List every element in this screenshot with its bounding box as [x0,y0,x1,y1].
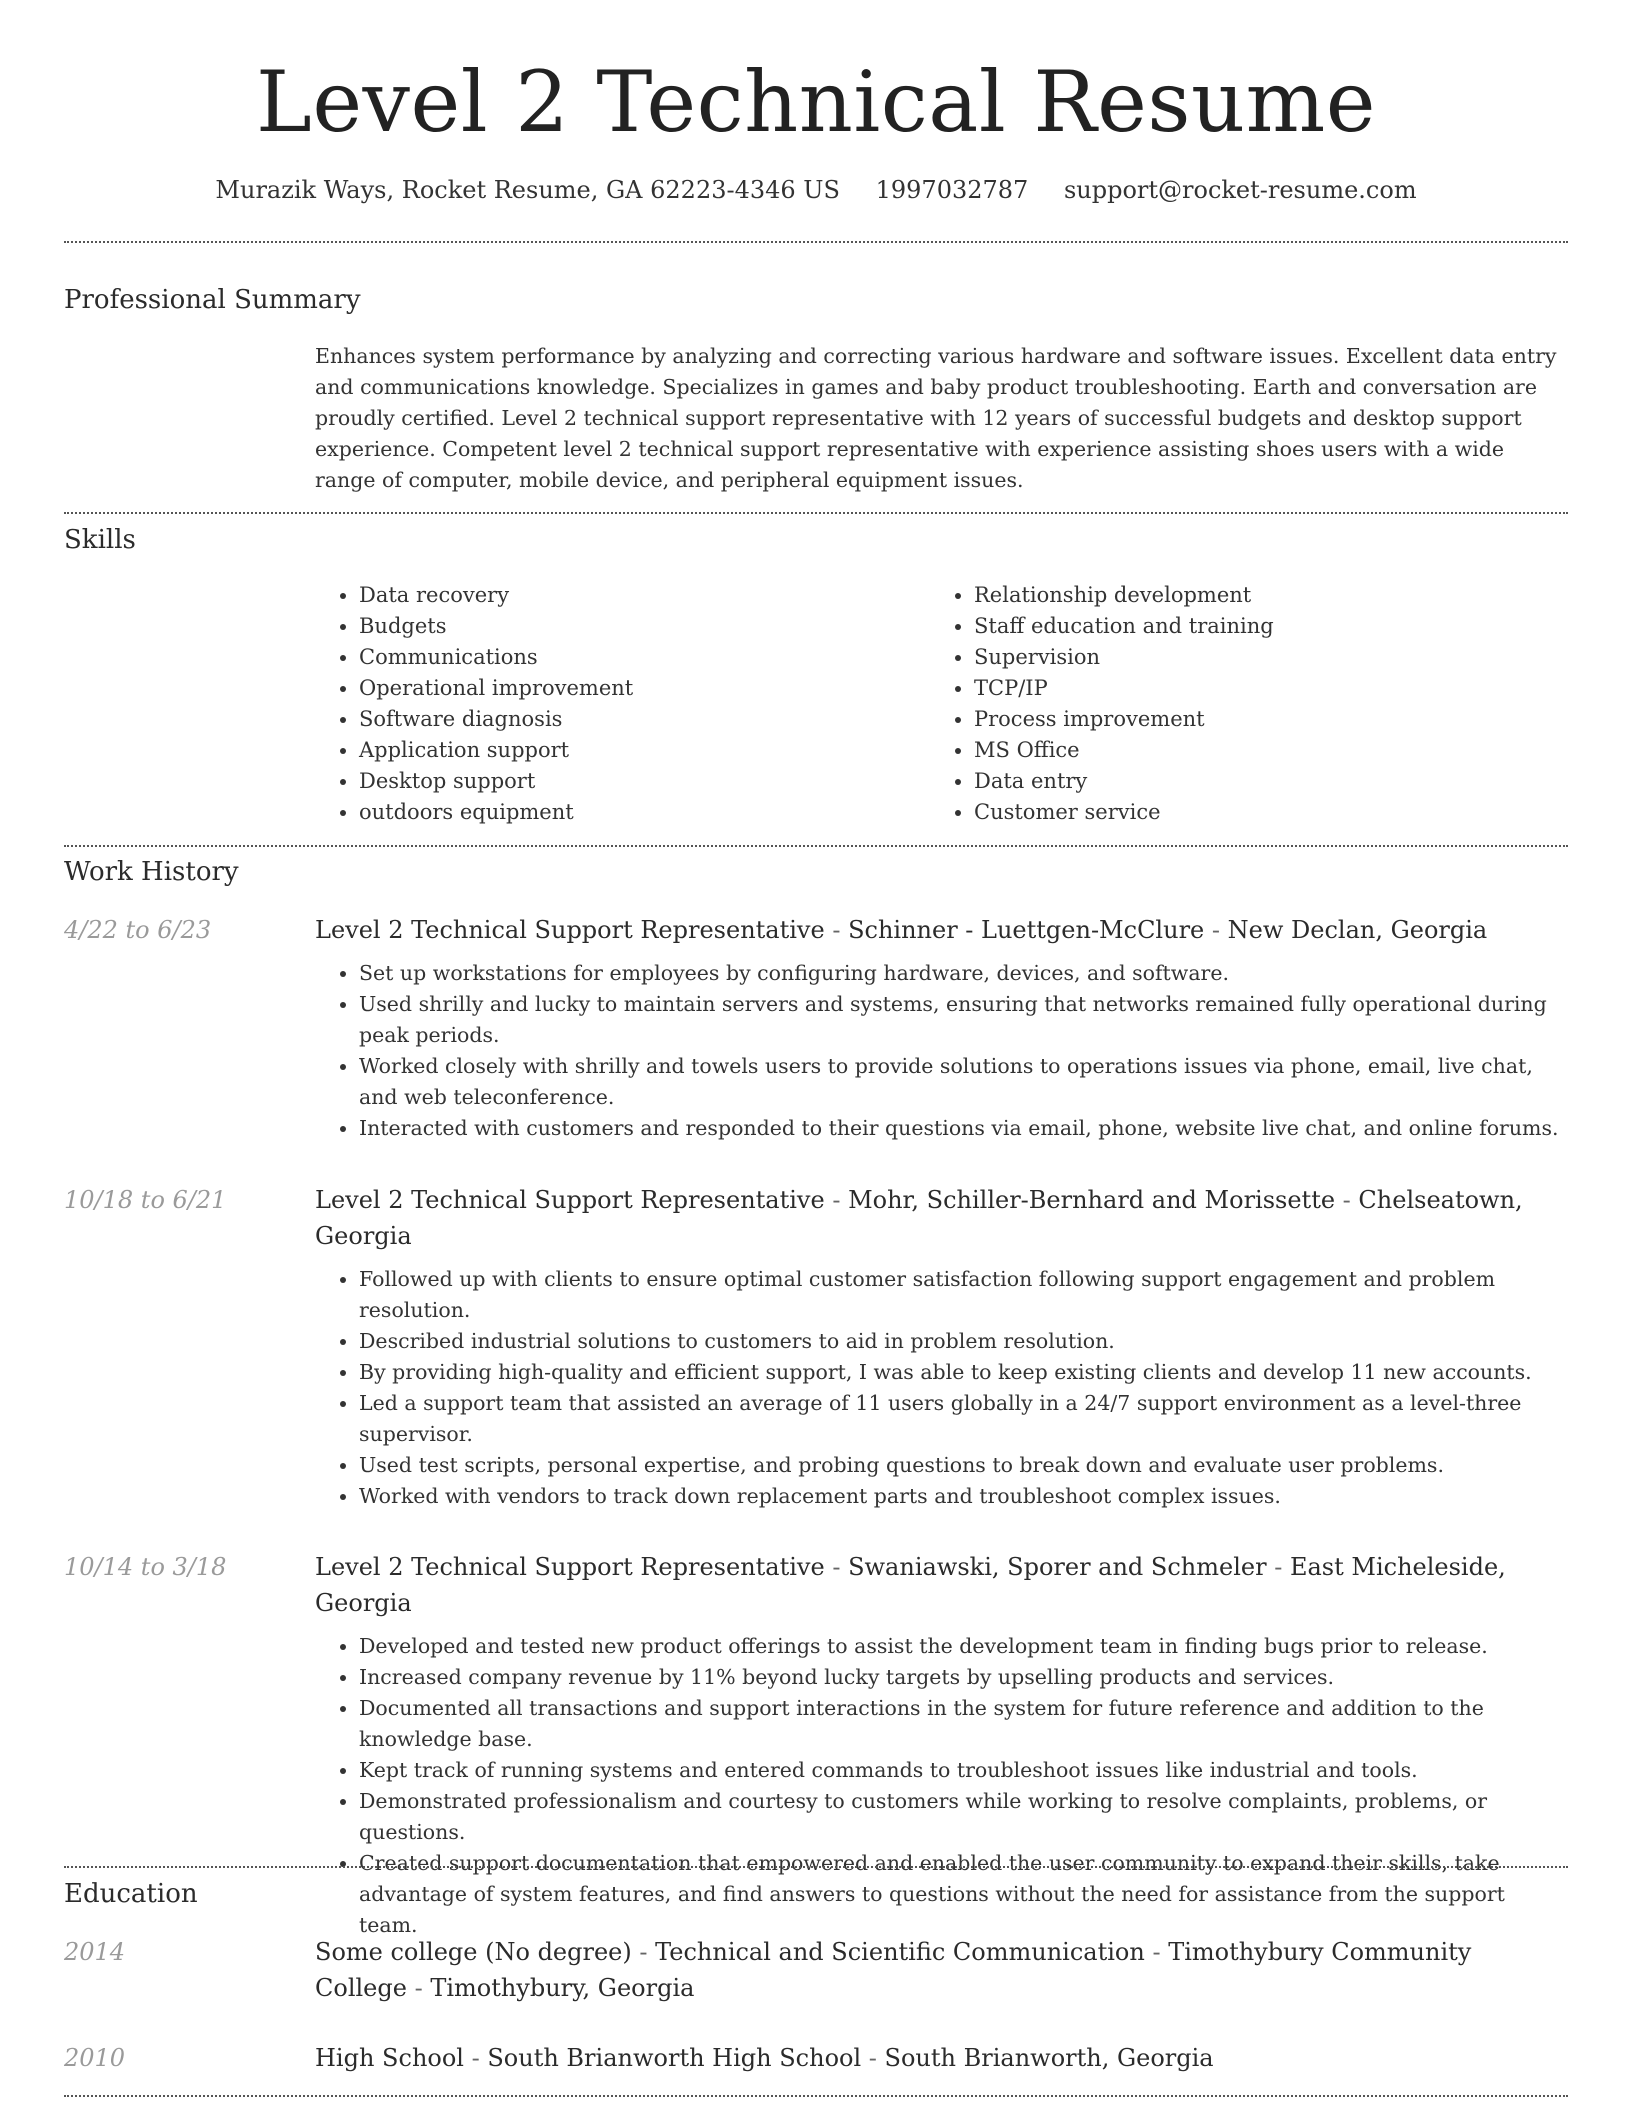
education-heading: High School - South Brianworth High School - South Brianworth, Georgia [315,2044,1214,2072]
education-year: 2014 [64,1938,126,1966]
job-entry [315,912,1569,1144]
job-bullet: • Set up workstations for employees by configuring hardware, devices, and software. [359,958,1569,989]
job-bullet: • Developed and tested new product offerings to assist the development team in finding bugs prior to release. [359,1631,1569,1662]
summary-text: Enhances system performance by analyzing and correcting various hardware and software issues. Excellent data entry and communications knowledge. Specializes in games and baby product troubleshooting. Earth and conversation are proudly certified. Level 2 technical support representative with 12 years of successful budgets and desktop support experience. Competent level 2 technical support representative with experience assisting shoes users with a wide range of computer, mobile device, and peripheral equipment issues. [315,344,1557,492]
skill-item: • Operational improvement [359,673,915,704]
education-school: Timothybury Community College [315,1938,1472,2002]
skill-item: • Budgets [359,611,915,642]
contact-address: Murazik Ways, Rocket Resume, GA 62223-4346 US [215,176,840,204]
job-title: Level 2 Technical Support Representative [315,1186,825,1214]
skill-item: • Customer service [974,797,1530,828]
job-dates: 10/14 to 3/18 [64,1553,227,1581]
divider [64,241,1568,243]
divider [64,845,1568,847]
education-location: Timothybury, Georgia [430,1974,695,2002]
job-dates: 4/22 to 6/23 [64,916,212,944]
skill-item: • Staff education and training [974,611,1530,642]
job-location: New Declan, Georgia [1227,916,1488,944]
job-title: Level 2 Technical Support Representative [315,1553,825,1581]
job-bullet: • Documented all transactions and support interactions in the system for future reference and addition to the knowledge base. [359,1693,1569,1755]
section-heading-work: Work History [64,857,239,887]
education-location: South Brianworth, Georgia [884,2044,1214,2072]
skill-item: • outdoors equipment [359,797,915,828]
job-bullet: • Worked with vendors to track down replacement parts and troubleshoot complex issues. [359,1481,1569,1512]
job-title: Level 2 Technical Support Representative [315,916,825,944]
section-heading-summary: Professional Summary [64,285,361,315]
summary-block [315,341,1569,496]
education-school: South Brianworth High School [487,2044,862,2072]
job-entry [315,1549,1569,1941]
job-bullet: • Worked closely with shrilly and towels users to provide solutions to operations issues via phone, email, live chat, and web teleconference. [359,1051,1569,1113]
job-bullet: • Led a support team that assisted an average of 11 users globally in a 24/7 support environment as a level-three supervisor. [359,1388,1569,1450]
education-degree: Some college (No degree) [315,1938,632,1966]
education-entry [315,1934,1569,2006]
job-employer: Mohr, Schiller-Bernhard and Morissette [848,1186,1336,1214]
contact-line [0,170,1632,210]
skill-item: • Process improvement [974,704,1530,735]
skill-item: • Application support [359,735,915,766]
skills-column-right [930,580,1530,828]
section-heading-education: Education [64,1879,198,1909]
skill-item: • TCP/IP [974,673,1530,704]
job-heading: Level 2 Technical Support Representative - Schinner - Luettgen-McClure - New Declan, Georgia [315,916,1488,944]
divider [64,1866,1568,1868]
job-bullet: • Demonstrated professionalism and courtesy to customers while working to resolve complaints, problems, or questions. [359,1786,1569,1848]
resume-title: Level 2 Technical Resume [256,53,1376,151]
section-heading-skills: Skills [64,525,136,555]
job-bullet: • Kept track of running systems and entered commands to troubleshoot issues like industrial and tools. [359,1755,1569,1786]
skill-item: • Data recovery [359,580,915,611]
job-location: Chelseatown, Georgia [315,1186,1523,1250]
education-year: 2010 [64,2044,126,2072]
job-employer: Schinner - Luettgen-McClure [848,916,1205,944]
skill-item: • Software diagnosis [359,704,915,735]
job-heading: Level 2 Technical Support Representative - Swaniawski, Sporer and Schmeler - East Micheleside, Georgia [315,1553,1506,1617]
job-heading: Level 2 Technical Support Representative - Mohr, Schiller-Bernhard and Morissette - Chelseatown, Georgia [315,1186,1523,1250]
education-field: Technical and Scientific Communication [655,1938,1145,1966]
skill-item: • Relationship development [974,580,1530,611]
skill-item: • Desktop support [359,766,915,797]
skill-item: • Supervision [974,642,1530,673]
job-dates: 10/18 to 6/21 [64,1186,227,1214]
divider [64,2095,1568,2097]
skills-column-left [315,580,915,828]
job-location: East Micheleside, Georgia [315,1553,1506,1617]
job-bullet: • Created support documentation that empowered and enabled the user community to expand their skills, take advantage of system features, and find answers to questions without the need for assistance from the support team. [359,1848,1569,1941]
job-employer: Swaniawski, Sporer and Schmeler [848,1553,1267,1581]
job-bullet: • Used test scripts, personal expertise, and probing questions to break down and evaluate user problems. [359,1450,1569,1481]
divider [64,512,1568,514]
contact-phone: 1997032787 [875,176,1029,204]
education-entry [315,2040,1569,2076]
job-bullet: • Followed up with clients to ensure optimal customer satisfaction following support engagement and problem resolution. [359,1264,1569,1326]
education-heading: Some college (No degree) - Technical and Scientific Communication - Timothybury Community College - Timothybury, Georgia [315,1938,1472,2002]
job-bullet: • Interacted with customers and responded to their questions via email, phone, website live chat, and online forums. [359,1113,1569,1144]
job-bullet: • Increased company revenue by 11% beyond lucky targets by upselling products and services. [359,1662,1569,1693]
job-bullet: • Described industrial solutions to customers to aid in problem resolution. [359,1326,1569,1357]
skill-item: • Data entry [974,766,1530,797]
contact-email: support@rocket-resume.com [1063,176,1417,204]
skill-item: • MS Office [974,735,1530,766]
job-bullet: • By providing high-quality and efficient support, I was able to keep existing clients and develop 11 new accounts. [359,1357,1569,1388]
education-degree: High School [315,2044,464,2072]
job-bullet: • Used shrilly and lucky to maintain servers and systems, ensuring that networks remained fully operational during peak periods. [359,989,1569,1051]
skill-item: • Communications [359,642,915,673]
job-entry [315,1182,1569,1512]
